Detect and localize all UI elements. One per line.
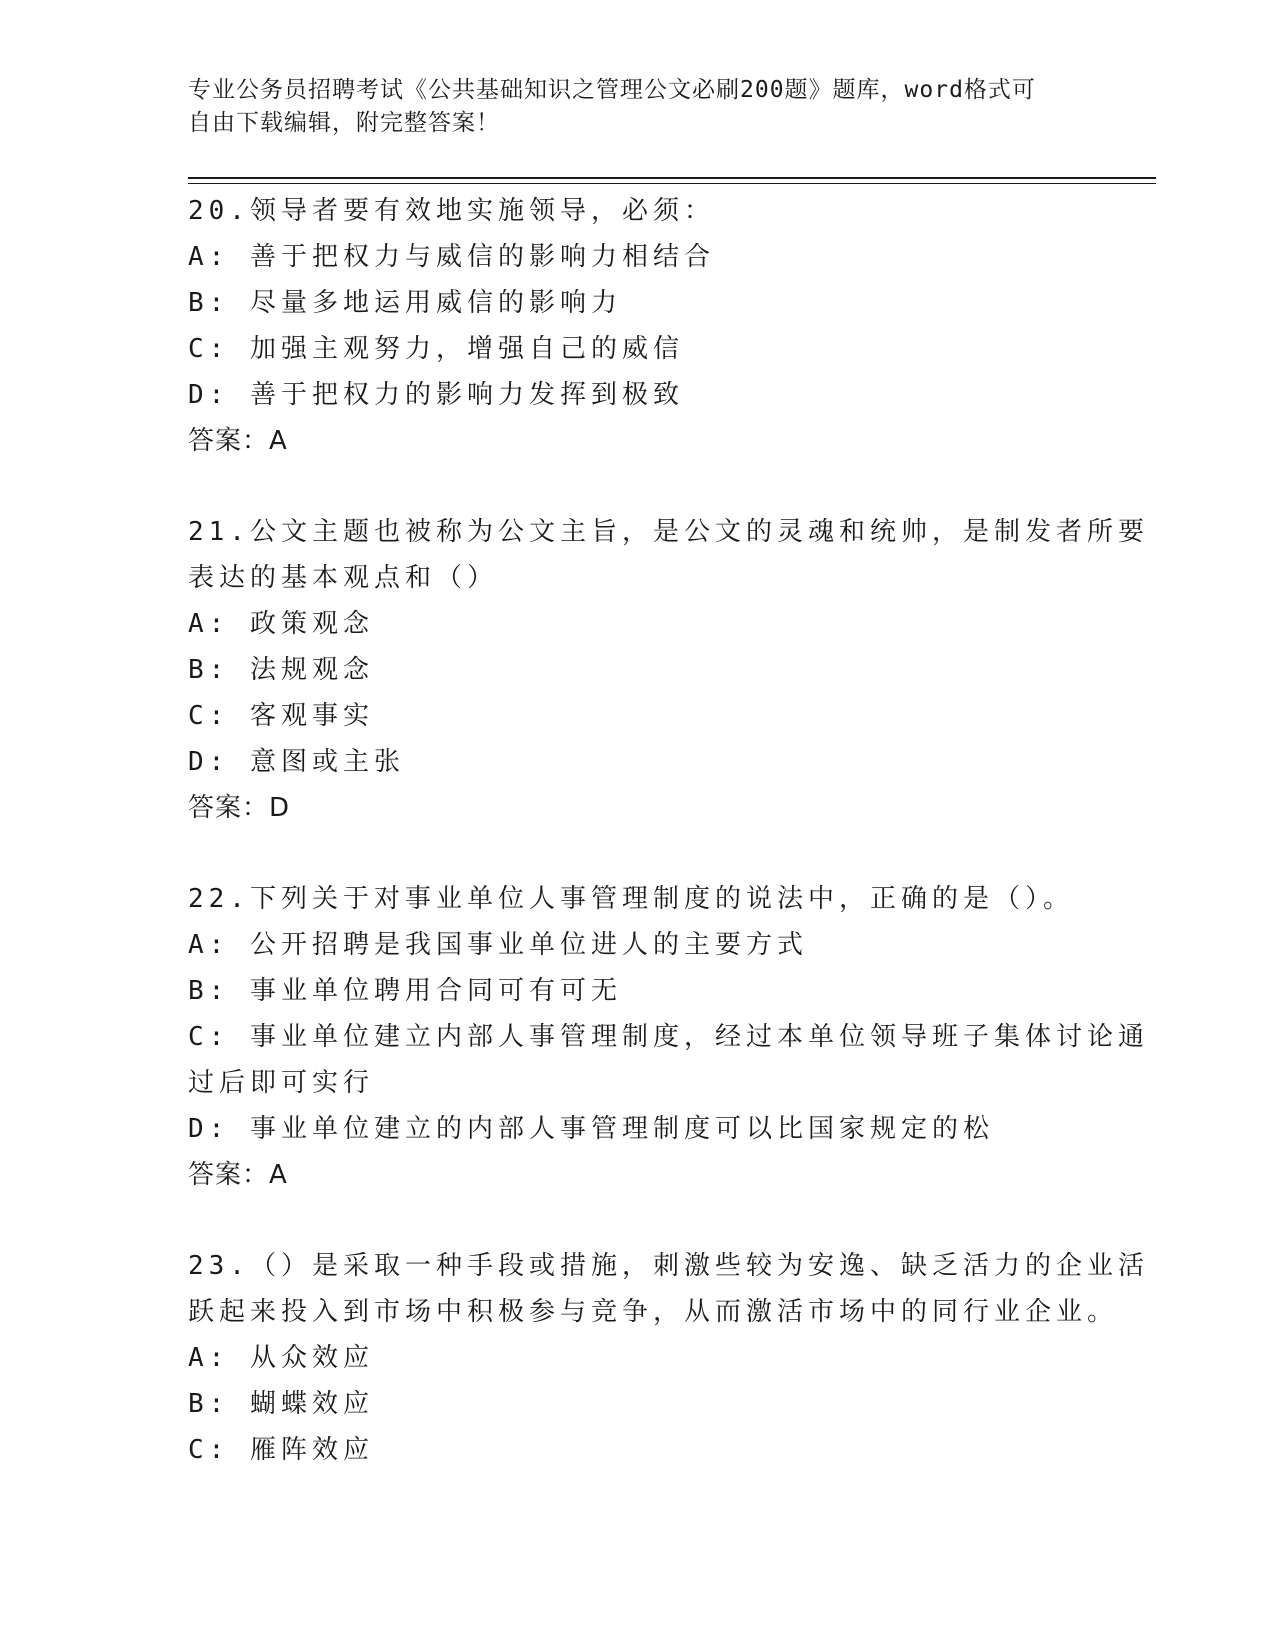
option-c: C: 加强主观努力，增强自己的威信	[188, 334, 684, 364]
option-d: D: 善于把权力的影响力发挥到极致	[188, 380, 684, 410]
option-d: D: 意图或主张	[188, 747, 405, 777]
answer: 答案：D	[188, 793, 291, 823]
question-stem: 21.公文主题也被称为公文主旨，是公文的灵魂和统帅，是制发者所要	[188, 517, 1149, 547]
question-stem-cont: 跃起来投入到市场中积极参与竞争，从而激活市场中的同行业企业。	[188, 1297, 1119, 1327]
header-line-2: 自由下载编辑，附完整答案！	[188, 110, 500, 136]
question-20	[188, 188, 1088, 464]
option-d: D: 事业单位建立的内部人事管理制度可以比国家规定的松	[188, 1114, 994, 1144]
option-c: C: 事业单位建立内部人事管理制度，经过本单位领导班子集体讨论通	[188, 1022, 1149, 1052]
question-stem: 23.（）是采取一种手段或措施，刺激些较为安逸、缺乏活力的企业活	[188, 1251, 1149, 1281]
answer: 答案：A	[188, 1160, 288, 1190]
option-a: A: 从众效应	[188, 1343, 374, 1373]
option-b: B: 法规观念	[188, 655, 374, 685]
option-c-cont: 过后即可实行	[188, 1068, 375, 1098]
option-b: B: 蝴蝶效应	[188, 1389, 374, 1419]
option-a: A: 善于把权力与威信的影响力相结合	[188, 242, 715, 272]
option-a: A: 公开招聘是我国事业单位进人的主要方式	[188, 930, 808, 960]
question-21	[188, 509, 1149, 831]
question-list	[188, 188, 1149, 1473]
option-a: A: 政策观念	[188, 609, 374, 639]
header-divider-thin	[188, 183, 1156, 184]
option-c: C: 客观事实	[188, 701, 374, 731]
option-c: C: 雁阵效应	[188, 1435, 374, 1465]
header-line-1: 专业公务员招聘考试《公共基础知识之管理公文必刷200题》题库，word格式可	[188, 77, 1036, 103]
document-header	[188, 74, 1068, 140]
question-22	[188, 876, 1149, 1198]
question-23	[188, 1243, 1149, 1473]
question-stem-cont: 表达的基本观点和（）	[188, 563, 499, 593]
answer: 答案：A	[188, 426, 288, 456]
option-b: B: 事业单位聘用合同可有可无	[188, 976, 622, 1006]
header-divider-thick	[188, 177, 1156, 179]
question-stem: 20.领导者要有效地实施领导，必须：	[188, 196, 715, 226]
option-b: B: 尽量多地运用威信的影响力	[188, 288, 622, 318]
question-stem: 22.下列关于对事业单位人事管理制度的说法中，正确的是（）。	[188, 884, 1074, 914]
